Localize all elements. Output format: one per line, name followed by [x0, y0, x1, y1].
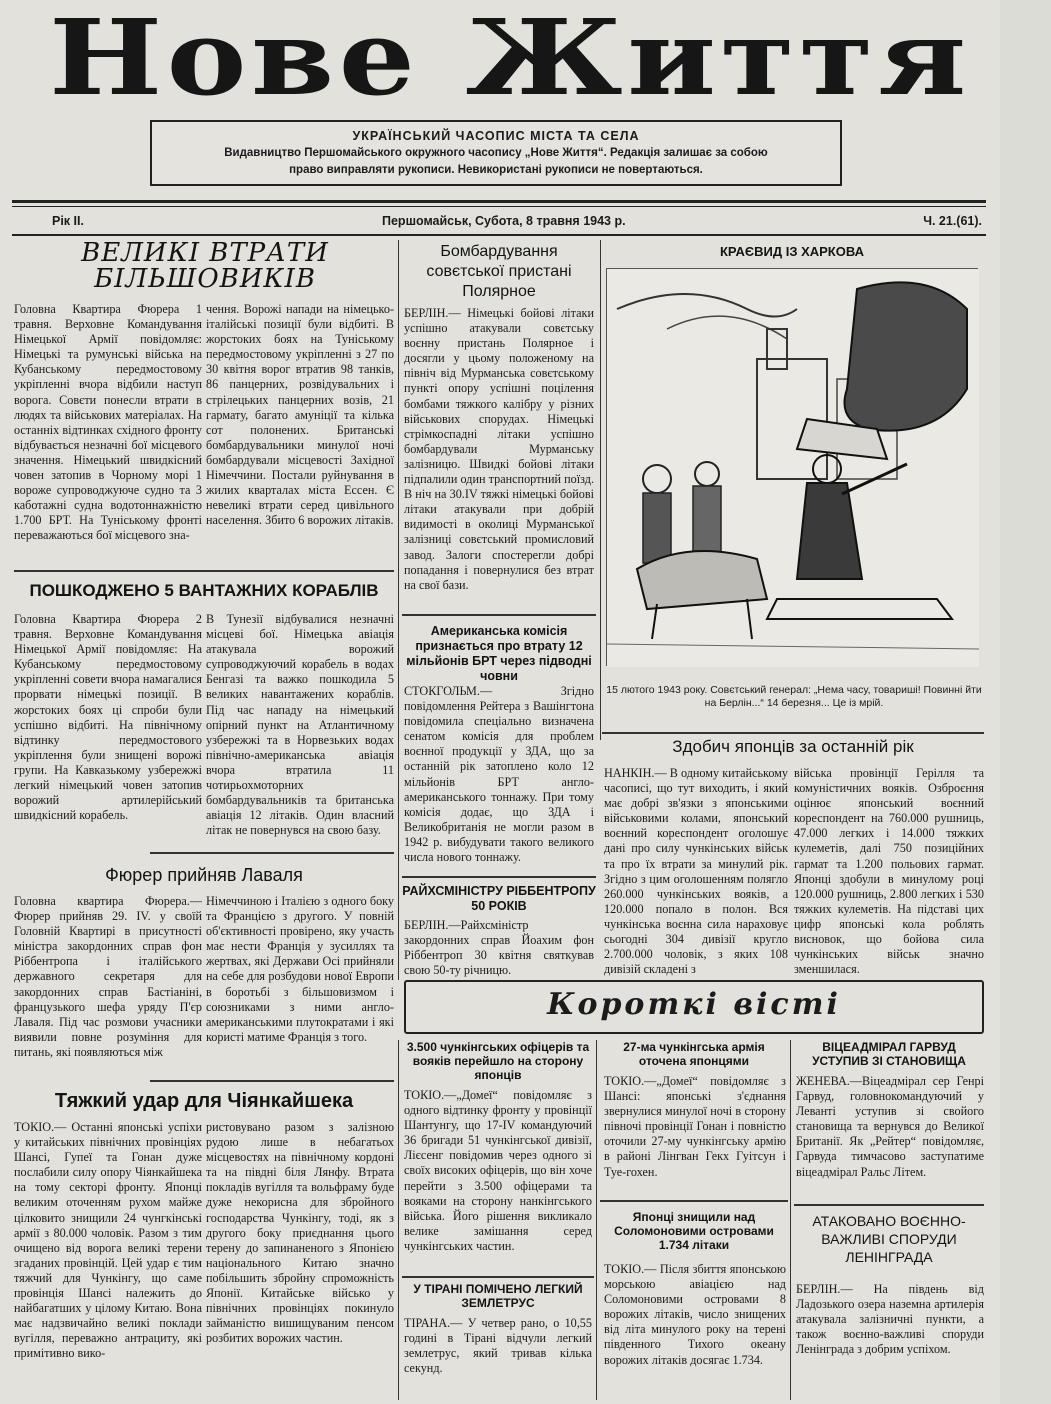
year-label: Рік II.	[52, 214, 84, 228]
article-text: ристовувано разом з залізною рудою лише в небагатьох місцевостях на північному кордоні та на півдні біля Лянфу. Втрата покладів вугілля та вольфраму буде дуже некорисна для збройного господарства Чункінгу, тоді, як з другого боку приєднання цього терену до запинаненого з Японією національного Китаю значно побільшить збройну спроможність Японії. Китайське військо у північних провінціях покинуло займаністю вишищуваним пенсом розбитих ворожих частин.	[206, 1120, 394, 1346]
news-title: У ТІРАНІ ПОМІЧЕНО ЛЕГКИЙ ЗЕМЛЕТРУС	[413, 1282, 583, 1310]
article-text: Головна Квартира Фюрера 2 травня. Верховне Командування Німецької Армії повідомляє: На Кубанському передмостовому укріпленні совети вчора намагалися прорвати німецькі позиції. В жорстоких боях ці спроби були успішно відбиті. На північному відтинку передмостового укріплення були знищені ворожі групи. На Кавказькому узбережжі легкий німецький човен затопив ворожий артилерійський швидкісний корабель.	[14, 612, 202, 823]
article-text: НАНКІН.— В одному китайському часописі, що тут виходить, і який має добрі зв'язки з японськими військовими колами, японський воєнний кореспондент оголошує дані про силу чункінських військ та про їх втрати за минулий рік. Згідно з цим оголошенням полягло 260.000 чункінських вояків, а 120.000 попало в полон. Вся чункінська воєнна сила нараховує сьогодні 304 дивізії кругло 2.700.000 чоловік, з яких 108 дивізій складені з	[604, 766, 788, 977]
issue-number: Ч. 21.(61).	[923, 214, 982, 228]
masthead-title: Нове Життя	[49, 0, 971, 119]
cartoon-caption: 15 лютого 1943 року. Совєтський генерал: „Нема часу, товариші! Повинні йти на Берлін...“ 14 березня... Це із мрій.	[606, 684, 982, 709]
news-text: БЕРЛІН.— На південь від Ладозького озера наземна артилерія атакувала залізничні пункти, а також воєнно-важливі споруди Ленінграда з добрим успіхом.	[796, 1282, 984, 1357]
article-text: ТОКІО.— Останні японські успіхи у китайських північних провінціях Шансі, Гупеї та Гонан дуже послабили силу опору Чіянкайшека на тому секторі фронту. Японці великим оточенням рухом майже цілковито знищили 24 чунгкінські армії з 80.000 чоловік. Разом з тим очищено від ворога великі терени згаданих провінцій. Цей удар є тим тяжчий для Чункінгу, що саме провінція Шансі належить до найбагатших у цілому Китаю. Вона має надзвичайно великі поклади вугілля, переважно антрациту, які примітивно вико-	[14, 1120, 202, 1361]
article-title: РАЙХСМІНІСТРУ РІББЕНТРОПУ 50 РОКІВ	[402, 884, 596, 913]
short-news-header: Короткі вісті	[404, 980, 984, 1034]
divider	[600, 1200, 788, 1202]
divider	[150, 1080, 394, 1082]
article-text: Німеччиною і Італією з одного боку та Францією з другого. У повній об'єктивності провірено, яку участь має нести Франція у зусиллях та жертвах, які Держави Осі прийняли на себе для розбудови нової Европи в боротьбі з більшовизмом і союзниками з ними англо-американськими плутократами і які користі матиме Франція з того.	[206, 894, 394, 1044]
article-title: Здобич японців за останній рік	[672, 737, 914, 756]
news-title: 3.500 чункінгських офіцерів та вояків перейшло на сторону японців	[406, 1040, 590, 1082]
cartoon-illustration	[606, 268, 978, 666]
divider	[602, 732, 984, 734]
divider	[794, 1204, 984, 1206]
column-rule	[596, 1040, 597, 1400]
top-rule-thin	[12, 206, 986, 207]
news-text: ТОКІО.—„Домеї“ повідомляє з одного відтинку фронту у провінції Шантунгу, що 17-IV командуючий 36 бригади 51 чункінгської дивізії, Лієсенг повідомив через одного зі своїх високих офіцерів, що він хоче перейти з 3.500 офіцерами та вояками на сторону нанкінгського війська. Його рішення викликало велике замішання серед чункінгських частин.	[404, 1088, 592, 1253]
publisher-line-1: Видавництво Першомайського окружного часопису „Нове Життя“. Редакція залишає за собою	[224, 147, 768, 159]
divider	[150, 852, 394, 854]
place-date: Першомайськ, Субота, 8 травня 1943 р.	[382, 214, 626, 228]
article-text: БЕРЛІН.— Німецькі бойові літаки успішно атакували совєтську воєнну пристань Полярное і досягли у цьому положеному на північ від Мурманська совєтському пункті опору успішні поцілення бомбами тяжкого калібру у різних військових спорудах. Німецькі стрімкоспадні літаки успішно бомбардували Мурманську залізницю. Швидкі бойові літаки підпалили один транспортний поїзд. В ніч на 30.IV тяжкі німецькі бойові літаки атакували при добрій видимості в околиці Мурманської залізниці совєтський промисловий завод. Залоги спостерегли добрі попадання і повернулися без втрат на свої бази.	[404, 306, 594, 592]
news-title: 27-ма чункінгська армія оточена японцями	[623, 1040, 765, 1068]
column-rule	[398, 240, 399, 980]
divider	[402, 876, 596, 878]
news-text: ЖЕНЕВА.—Віцеадмірал сер Генрі Гарвуд, головнокомандуючий у Леванті уступив зі свойого становища та вернувся до Великої Британії. Як „Рейтер“ повідомляє, Гарвуда тимчасово заступатиме віцеадмірал Ральс Літем.	[796, 1074, 984, 1179]
divider	[14, 570, 394, 572]
dateline-rule	[12, 234, 986, 236]
article-text: війська провінції Герілля та комуністичних вояків. Озброєння оцінює японський воєнний кореспондент на 760.000 рушниць, 47.000 легких і 14.000 тяжких кулеметів, далі 750 позиційних гармат та 1.200 польових гармат. Японці здобули в минулому році 120.000 рушниць, 2.800 легких і 530 тяжких кулеметів. На підставі цих цифр японські кола роблять висновок, що бойова сила чункінських військ значно зменшилася.	[794, 766, 984, 977]
cartoon-drawing	[607, 269, 979, 667]
news-title: Японці знищили над Соломоновими островами 1.734 літаки	[614, 1210, 774, 1252]
news-text: ТОКІО.— Після збиття японською морською авіацією над Соломоновими островами 8 ворожих літаків, число знищених від літа минулого року на терені південного Тихого океану ворожих літаків досягає 1.734.	[604, 1262, 786, 1367]
column-rule	[790, 1040, 791, 1400]
masthead-subtitle: УКРАЇНСЬКИЙ ЧАСОПИС МІСТА ТА СЕЛА	[352, 129, 640, 143]
news-title: АТАКОВАНО ВОЄННО-ВАЖЛИВІ СПОРУДИ ЛЕНІНГРАДА	[812, 1213, 966, 1265]
news-title: ВІЦЕАДМІРАЛ ГАРВУД УСТУПИВ ЗІ СТАНОВИЩА	[812, 1040, 966, 1068]
article-title: Тяжкий удар для Чіянкайшека	[54, 1090, 354, 1112]
publisher-line-2: право виправляти рукописи. Невикористані рукописи не повертаються.	[289, 164, 703, 176]
article-title: Американська комісія признається про втрату 12 мільйонів БРТ через підводні човни	[406, 624, 592, 683]
article-text: Головна квартира Фюрера.— Фюрер прийняв 29. IV. у своїй Головній Квартирі в присутності міністра закордонних справ фон Ріббентропа і італійського державного секретаря для закордонних справ Бастіаніні, французького шефа уряду П'єр Лаваля. Під час розмови учасники виявили повне розуміння для питань, які появляються між	[14, 894, 202, 1059]
column-rule	[600, 240, 601, 740]
dateline	[12, 212, 986, 232]
top-rule	[12, 200, 986, 203]
article-text: СТОКГОЛЬМ.— Згідно повідомлення Рейтера з Вашінгтона повідомила спеціально визначена сенатом комісія для проблем воєнної продукції у ЗДА, що за останній рік затоплено коло 12 мільйонів БРТ англо-американського тоннажу. При тому комісія додає, що ЗДА і Великобританія не могли разом в 1942 р. вибудувати такого великого числа нового тоннажу.	[404, 684, 594, 865]
article-title: ПОШКОДЖЕНО 5 ВАНТАЖНИХ КОРАБЛІВ	[29, 581, 379, 600]
cartoon-title: КРАЄВИД ІЗ ХАРКОВА	[720, 244, 864, 259]
divider	[402, 614, 596, 616]
masthead-infobox	[150, 120, 842, 186]
news-text: ТІРАНА.— У четвер рано, о 10,55 годині в Тірані відчули легкий землетрус, який тривав кілька секунд.	[404, 1316, 592, 1376]
article-title: Фюрер прийняв Лаваля	[105, 865, 303, 885]
article-text: БЕРЛІН.—Райхсміністр закордонних справ Йоахим фон Ріббентроп 30 квітня святкував свою 50-ту річницю.	[404, 918, 594, 978]
column-rule	[398, 1040, 399, 1400]
article-title: ВЕЛИКІ ВТРАТИ БІЛЬШОВИКІВ	[81, 238, 329, 294]
article-text: В Тунезії відбувалися незначні місцеві бої. Німецька авіація атакувала ворожий супроводжуючий корабель в водах Бенгазі та важко пошкодила 5 великих навантажених кораблів. Під час нападу на німецький опірний пункт на Атлантичному узбережжі та в Норвезьких водах північно-американська авіація вчора втратила 11 чотирьохмоторних бомбардувальників та британська авіація 12 літаків. Один власний літак не повернувся на свою базу.	[206, 612, 394, 838]
article-text: чення. Ворожі напади на німецько-італійські позиції були відбиті. В жорстоких боях на Туніському передмостовому укріпленні з 27 по 30 квітня ворог втратив 98 танків, 86 панцерних, розвідувальних і стрілецьких панцерних возів, 21 гармату, багато амуніції та кілька сот полонених. Британські бомбардувальники минулої ночі бомбардували місцевості Західної Німеччини. Постали руйнування в жилих кварталах міста Ессен. Є невеликі втрати серед цивільного населення. Збито 6 ворожих літаків.	[206, 302, 394, 528]
news-text: ТОКІО.—„Домеї“ повідомляє з Шансі: японські з'єднання звернулися минулої ночі в сторону півночі провінції Гонан і повністю оточили 27-му чункінгську армію в районі Лінгван Гекх Гуітсун і Туе-гохен.	[604, 1074, 786, 1179]
divider	[402, 1276, 594, 1278]
article-title: Бомбардування совєтської пристані Полярное	[426, 243, 572, 300]
article-text: Головна Квартира Фюрера 1 травня. Верховне Командування Німецької Армії повідомляє: Німецькі та румунські війська на Кубанському передмостовому укріпленні вчора відбили наступ ворога. Совєти понесли втрати в людях та військових матеріалах. На останніх відтинках східного фронту відбувається незначні бої місцевого значення. Німецький швидкісний човен затопив в Чорному морі 1 вороже супроводжуюче судно та 3 каботажні судна водотоннажністю 1.700 БРТ. На Туніському фронті переважаються бої місцевого зна-	[14, 302, 202, 543]
